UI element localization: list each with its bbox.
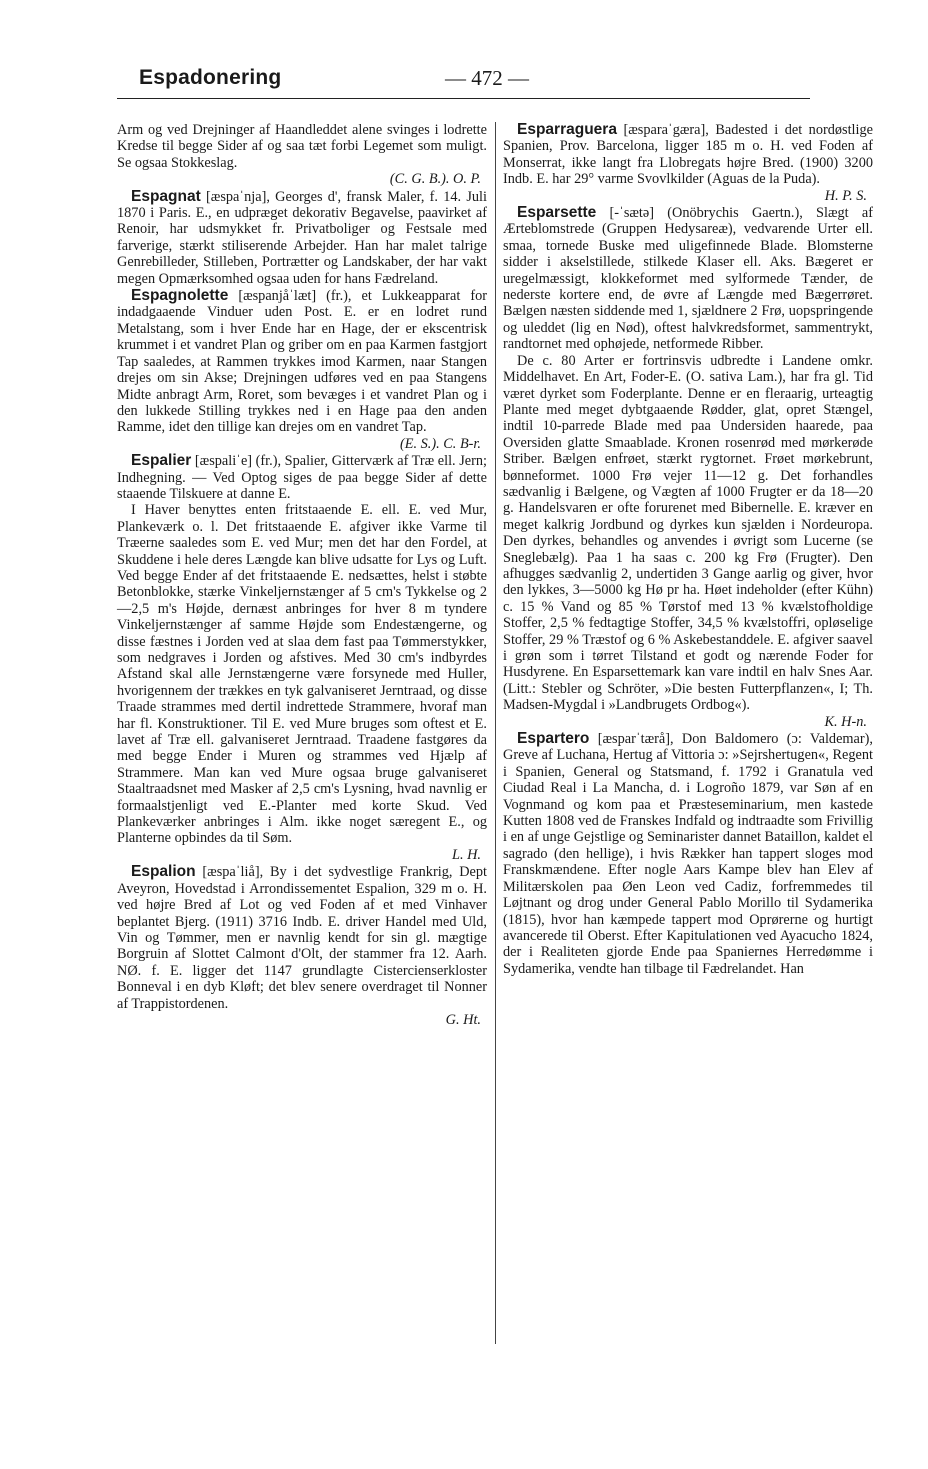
entry-espartero bbox=[503, 731, 873, 977]
entry-headword: Esparsette bbox=[517, 204, 597, 222]
entry-signature: K. H-n. bbox=[824, 713, 867, 730]
entry-continuation bbox=[117, 122, 487, 188]
entry-headword: Espalion bbox=[131, 863, 196, 881]
entry-text: [æsparaˈgæra], Badested i det nordøstlige Spanien, Prov. Barcelona, ligger 185 m o. H. ved Foden af Monserrat, ikke langt fra Llobregats højre Bred. (1900) 3200 Indb. E. har 29° varme Svovlkilder (Aguas de la Puda). bbox=[503, 122, 873, 188]
entry-headword: Esparraguera bbox=[517, 121, 617, 138]
entry-headword: Espalier bbox=[131, 452, 192, 470]
entry-headword: Espagnat bbox=[131, 187, 201, 205]
right-column bbox=[503, 122, 873, 977]
entry-text: [-ˈsætə] (Onöbrychis Gaertn.), Slægt af Ærteblomstrede (Gruppen Hedysareæ), vedvarende Urter ell. smaa, tornede Buske med uligefinnede Blade. Blomsterne sidder i akselstillede, stilkede Klaser ell. Aks. Bægeret er uregelmæssigt, klokkeformet med sylformede Tænder, de nederste kortere end, de øvre af Længde med Bægerrøret. Bælgen næsten siddende med 1, sjældnere 2 Frø, uopspringende og uleddet (lig en Nød), oftest halvkredsformet, sammentrykt, randtornet med ophøjede, netformede Ribber. bbox=[503, 205, 873, 353]
entry-text: [æspaˈnja], Georges d', fransk Maler, f. 14. Juli 1870 i Paris. E., en udpræget dekorativ Begavelse, paavirket af Renoir, har udsmykket fr. Privatboliger og Festsale med farverige, stærkt stiliserende Arbejder. Han har malet talrige Genrebilleder, Stilleben, Portrætter og Landskaber, der har vakt megen Opmærksomhed ogsaa uden for hans Fædreland. bbox=[117, 188, 487, 287]
entry-signature: L. H. bbox=[452, 846, 481, 863]
running-head: Espadonering bbox=[139, 66, 282, 89]
entry-headword: Espagnolette bbox=[131, 287, 229, 305]
page-header bbox=[117, 66, 810, 96]
left-column bbox=[117, 122, 487, 1028]
entry-headword: Espartero bbox=[517, 730, 590, 748]
entry-signature: G. Ht. bbox=[445, 1011, 481, 1028]
page-number: — 472 — bbox=[445, 66, 529, 90]
entry-espalion bbox=[117, 864, 487, 1028]
entry-text: [æspanjåˈlæt] (fr.), et Lukkeapparat for indadgaaende Vinduer uden Post. E. er en lodret rund Metalstang, som i hver Ende har en Hage, der er ekscentrisk krummet i et vandret Plan og griber om en paa Karmen fastgjort Tap saaledes, at Rammen trykkes imod Karmen, naar Stangen drejes om sin Akse; Drejningen udføres ved en paa Stangens Midte anbragt Arm, Roret, som bevæges i et vandret Plan og i den lukkede Stilling trykkes ned i en Hage paa den anden Ramme, idet den tillige kan drejes om en vandret Tap. bbox=[117, 288, 488, 436]
entry-text: [æsparˈtærå], Don Baldomero (ɔ: Valdemar), Greve af Luchana, Hertug af Vittoria ɔ: »Sejrshertugen«, Regent i Spanien, General og Statsmand, f. 1792 i Granatula ved Ciudad Real i La Mancha, d. i Logroño 1879, var Søn af en Vognmand og kom paa et Præsteseminarium, men kastede Kutten 1808 ved de Franskes Indfald og indtraadte som Frivillig i en af unge Gejstlige og Seminarister dannet Bataillon, kaldet el sagrado (den hellige), i hvis Rækker han tappert sloges mod Franskmændene. Efter nogle Aars Kampe blev han Elev af Militærskolen paa Øen Leon ved Cadiz, forfremmedes til Løjtnant og drog under General Pablo Morillo til Sydamerika (1815), hvor han kæmpede tappert mod Oprørerne og hurtigt avancerede til Oberst. Efter Kapitulationen ved Ayacucho 1824, der i Realiteten gjorde Ende paa Spaniernes Herredømme i Sydamerika, vendte han tilbage til Fædrelandet. Han bbox=[503, 731, 873, 977]
entry-signature: H. P. S. bbox=[824, 187, 867, 204]
entry-esparsette bbox=[503, 205, 873, 730]
entry-text: Arm og ved Drejninger af Haandleddet alene svinges i lodrette Kredse til begge Sider af og saa tæt forbi Legemet som muligt. Se ogsaa Stokkeslag. bbox=[117, 122, 487, 171]
column-divider bbox=[495, 122, 496, 1344]
entry-text: De c. 80 Arter er fortrinsvis udbredte i Landene omkr. Middelhavet. En Art, Foder-E. (O. sativa Lam.), har fra gl. Tid været dyrket som Foderplante. Denne er en fleraarig, urteagtig Plante med meget dybtgaaende Rødder, glat, opret Stængel, indtil 10-parrede Blade med paa Undersiden haarede, paa Oversiden glatte Smaablade. Kronen rosenrød med mørkerøde Striber. Bælgen enfrøet, stærkt rygtornet. Frøet mørkebrunt, bønneformet. 1000 Frø vejer 11—12 g. Det forhandles sædvanlig i Bælgene, og Vægten af 1000 Frugter er da 18—20 g. Handelsvaren er ofte forurenet med Bibernelle. E. kræver en meget kalkrig Jordbund og dyrkes kun sjælden i Nordeuropa. Den dyrkes, behandles og anvendes i øvrigt som Lucerne (se Sneglebælg). Paa 1 ha saas c. 200 kg Frø (Frugter). Den afhugges sædvanlig 2, undertiden 3 Gange aarlig og giver, hvor den lykkes, 3—5000 kg Hø pr ha. Høet indeholder (efter Kühn) c. 15 % Vand og 85 % Tørstof med 13 % kvælstofholdige Stoffer, 2,5 % fedtagtige Stoffer, 34,5 % kvælstoffri, opløselige Stoffer, 29 % Træstof og 6 % Askebestanddele. E. afgiver saavel i grøn som i tørret Tilstand et godt og nærende Foder for Husdyrene. En Esparsettemark kan vare indtil en halv Snes Aar. (Litt.: Stebler og Schröter, »Die besten Futterpflanzen«, I; Th. Madsen-Mygdal i »Landbrugets Ordbog«). bbox=[503, 352, 873, 714]
entry-espagnolette bbox=[117, 288, 487, 452]
entry-text: I Haver benyttes enten fritstaaende E. ell. E. ved Mur, Plankeværk o. l. Det fritstaaende E. afgiver ikke Varme til Træerne saaledes som E. ved Mur; men det har den Fordel, at Skuddene i hele deres Længde kan blive udsatte for Lys og Luft. Ved begge Ender af det fritstaaende E. nedsættes, helst i støbte Betonblokke, stærke Vinkeljernstænger af 5 cm's Tykkelse og 2—2,5 m's Højde, dernæst anbringes for hver 8 m tyndere Vinkeljernstænger af samme Højde som Endestængerne, og disse fæstnes i Jorden ved at slaa dem fast paa Tømmerstykker, som nedgraves i Jorden og afstives. Med 30 cm's indbyrdes Afstand skal alle Jernstængerne være forsynede med Huller, hvorigennem der trækkes en tyk galvaniseret Jerntraad, og disse Traade strammes med dertil indrettede Strammere, hvoraf man har fl. Konstruktioner. Til E. ved Mure bruges som oftest et E. lavet af Træ ell. galvaniseret Jerntraad. Traadene fastgøres da med begge Ender i Muren og strammes ved Hjælp af Strammere. Man kan ved Mure ogsaa bruge galvaniseret Staaltraadsnet med Masker af 2,5 cm's Lysning, hvad navnlig er formaalstjenligt ved E.-Planter med korte Skud. Ved Plankeværker anbringes i Alm. ikke noget særegent E., og Planterne opbindes da til Søm. bbox=[117, 502, 487, 847]
header-rule bbox=[117, 98, 810, 99]
entry-espalier bbox=[117, 453, 487, 863]
entry-signature: (E. S.). C. B-r. bbox=[399, 435, 481, 452]
entry-espagnat bbox=[117, 189, 487, 287]
entry-esparraguera bbox=[503, 122, 873, 204]
entry-text: [æspaliˈe] (fr.), Spalier, Gitterværk af Træ ell. Jern; Indhegning. — Ved Optog siges de paa begge Sider af dette staaende Tilskuere at danne E. bbox=[117, 453, 488, 502]
entry-signature: (C. G. B.). O. P. bbox=[389, 171, 481, 188]
entry-text: [æspaˈliå], By i det sydvestlige Frankrig, Dept Aveyron, Hovedstad i Arrondissementet Espalion, 329 m o. H. ved højre Bred af Lot og ved Foden af et med Vinhaver beplantet Bjerg. (1911) 3716 Indb. E. driver Handel med Uld, Vin og Tømmer, men er navnlig kendt for sin gl. mægtige Borgruin af Slottet Calmont d'Olt, der stammer fra 12. Aarh. NØ. f. E. ligger det 1147 grundlagte Cistercienserkloster Bonneval i en dyb Kløft; det blev senere overdraget til Nonner af Trappistordenen. bbox=[117, 864, 488, 1012]
